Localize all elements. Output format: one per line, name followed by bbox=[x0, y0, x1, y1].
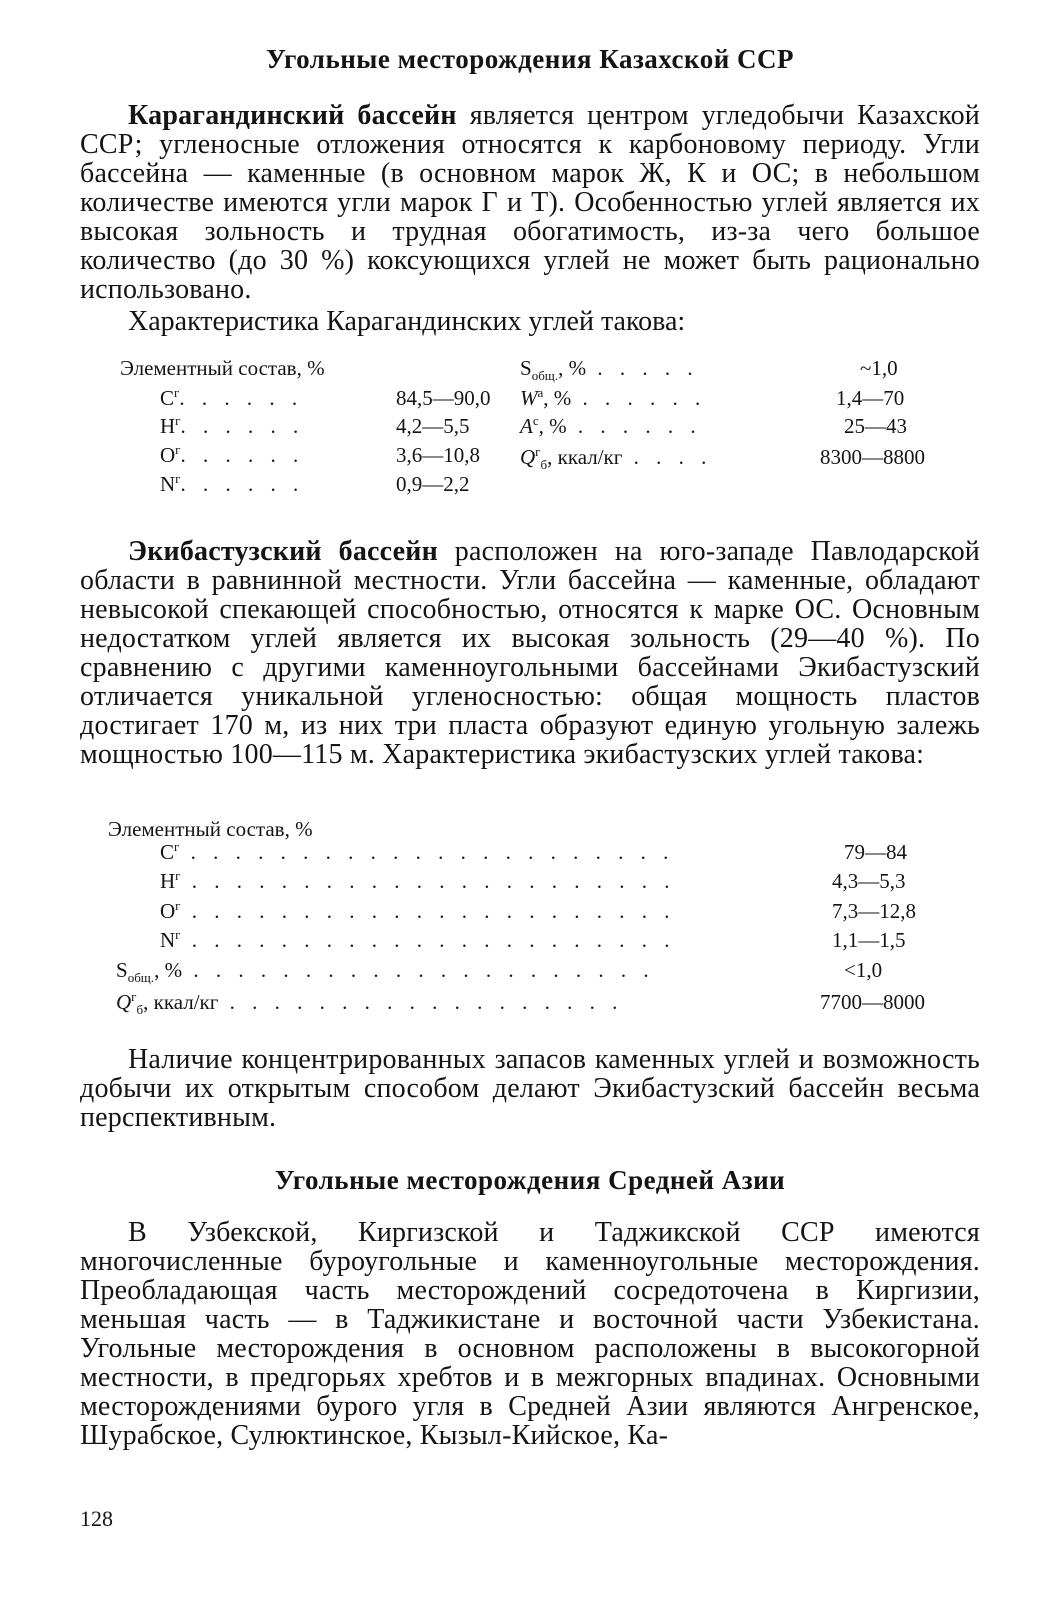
table1-row-n: $N^г$. . . . . . bbox=[160, 471, 305, 496]
table1-row-a: $A^c$, % . . . . . . bbox=[520, 413, 702, 438]
table1-value-w: 1,4—70 bbox=[836, 386, 905, 410]
table2-value-h: 4,3—5,3 bbox=[832, 869, 906, 893]
term-ekibastuz: Экибастузский бассейн bbox=[128, 536, 438, 567]
paragraph-ekibastuz-prospects: Наличие концентрированных запасов каменных углей и возможность добычи их открытым способом делают Экибастузский бассейн весьма перспективным. bbox=[80, 1044, 980, 1133]
table1-row-w: $W^a$, % . . . . . . bbox=[520, 385, 707, 410]
table1-value-n: 0,9—2,2 bbox=[396, 472, 470, 496]
paragraph-central-asia: В Узбекской, Киргизской и Таджикской ССР имеются многочисленные буроугольные и каменноугольные месторождения. Преобладающая часть месторождений сосредоточена в Киргизии, меньшая часть — в Таджикистане и восточной части Узбекистана. Угольные месторождения в основном расположены в высокогорной местности, в предгорьях хребтов и в межгорных впадинах. Основными месторождениями бурого угля в Средней Азии являются Ангренское, Шурабское, Сулюктинское, Кызыл-Кийское, Ка- bbox=[80, 1217, 980, 1451]
table2-value-q: 7700—8000 bbox=[820, 990, 925, 1014]
table2-value-s: <1,0 bbox=[844, 958, 883, 982]
table1-row-c: $C^г$. . . . . . bbox=[160, 385, 304, 410]
table2-row-o: $O^г$ . . . . . . . . . . . . . . . . . . . . . . bbox=[160, 898, 676, 923]
term-karaganda: Карагандинский бассейн bbox=[128, 100, 457, 131]
table2-row-n: $N^г$ . . . . . . . . . . . . . . . . . . . . . . bbox=[160, 927, 676, 952]
paragraph-karaganda bbox=[80, 101, 980, 304]
paragraph-ekibastuz-text: расположен на юго-западе Павлодарской области в равнинной местности. Угли бассейна — каменные, обладают невысокой спекающей способностью, относятся к марке ОС. Основным недостатком углей является их высокая зольность (29—40 %). По сравнению с другими каменноугольными бассейнами Экибастузский отличается уникальной угленосностью: общая мощность пластов достигает 170 м, из них три пласта образуют единую угольную залежь мощностью 100—115 м. Характеристика экибастузских углей такова: bbox=[80, 536, 980, 770]
table1-row-h: $H^г$. . . . . . bbox=[160, 413, 305, 438]
table2-value-n: 1,1—1,5 bbox=[832, 928, 906, 952]
table1-row-q: $Q^г_б$, ккал/кг . . . . bbox=[520, 444, 713, 473]
table1-header: Элементный состав, % bbox=[120, 356, 325, 380]
page-number: 128 bbox=[80, 1506, 113, 1531]
paragraph-karaganda-text: является центром угледобычи Казахской ССР; угленосные отложения относятся к карбоновому периоду. Угли бассейна — каменные (в основном марок Ж, К и ОС; в небольшом количестве имеются угли марок Г и Т). Особенностью углей является их высокая зольность и трудная обогатимость, из-за чего большое количество (до 30 %) коксующихся углей не может быть рационально использовано. bbox=[80, 100, 980, 305]
table1-row-s: $S_{общ.}$, % . . . . . bbox=[520, 356, 699, 384]
table1-value-s: ~1,0 bbox=[860, 356, 898, 380]
section-title-central-asia: Угольные месторождения Средней Азии bbox=[274, 1165, 786, 1195]
table1-value-a: 25—43 bbox=[844, 414, 907, 438]
table1-value-c: 84,5—90,0 bbox=[396, 386, 491, 410]
table1-row-o: $O^г$. . . . . . bbox=[160, 442, 305, 467]
intro-karaganda: Характеристика Карагандинских углей такова: bbox=[128, 306, 686, 337]
table2-row-c: $C^г$ . . . . . . . . . . . . . . . . . . . . . . bbox=[160, 839, 675, 864]
table1-value-q: 8300—8800 bbox=[820, 445, 925, 469]
table1-value-o: 3,6—10,8 bbox=[396, 443, 480, 467]
section-title-kazakh: Угольные месторождения Казахской ССР bbox=[265, 44, 795, 74]
table2-row-s: $S_{общ.}$, % . . . . . . . . . . . . . . . . . . . . . bbox=[116, 958, 655, 986]
document-page bbox=[80, 0, 980, 1600]
table2-value-c: 79—84 bbox=[844, 840, 907, 864]
table2-row-q: $Q^г_б$, ккал/кг . . . . . . . . . . . . . . . . . . bbox=[116, 989, 624, 1018]
table2-row-h: $H^г$ . . . . . . . . . . . . . . . . . . . . . . bbox=[160, 868, 676, 893]
table2-value-o: 7,3—12,8 bbox=[832, 899, 916, 923]
paragraph-ekibastuz bbox=[80, 537, 980, 769]
table2-header: Элементный состав, % bbox=[108, 817, 313, 841]
table1-value-h: 4,2—5,5 bbox=[396, 414, 470, 438]
